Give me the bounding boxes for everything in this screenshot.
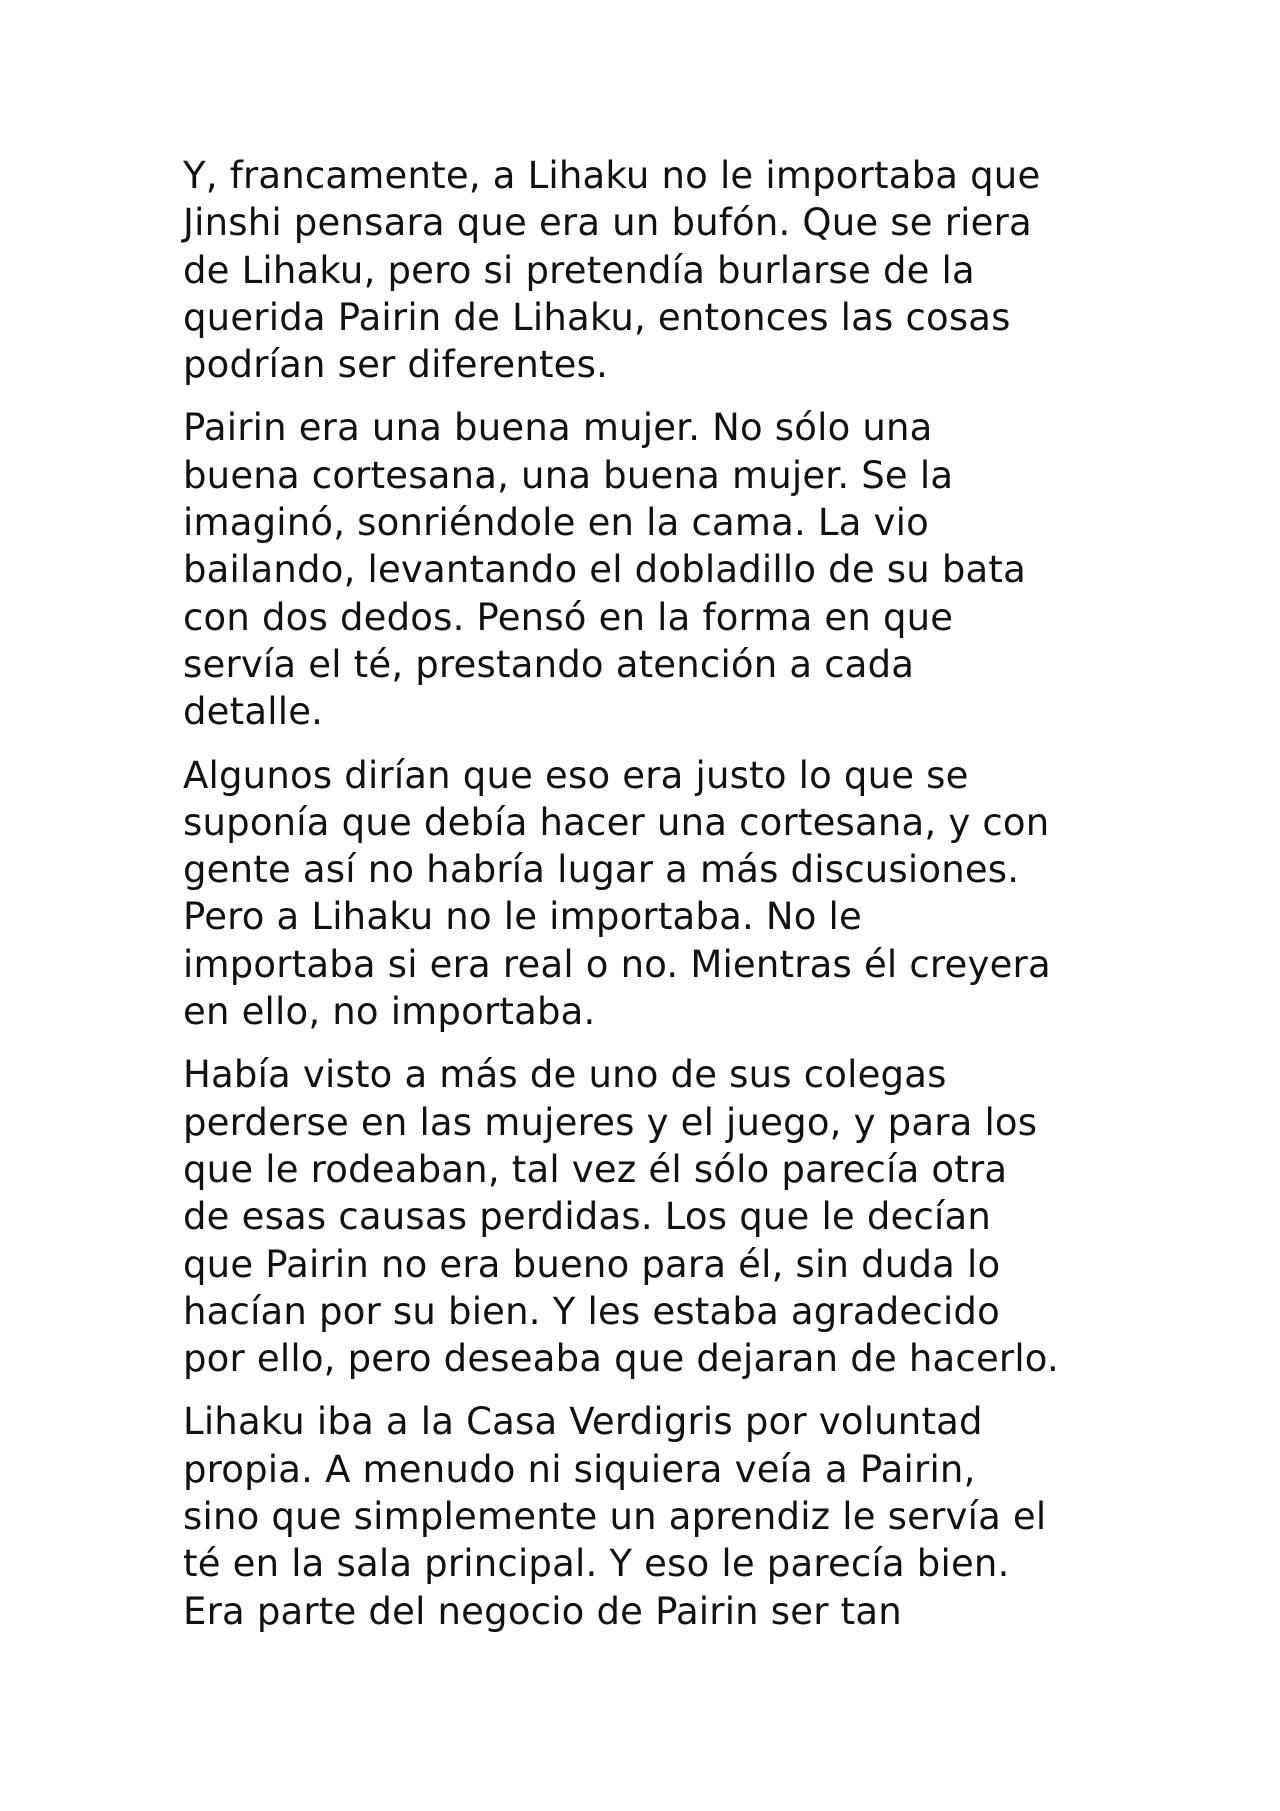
text-line: de esas causas perdidas. Los que le decían [183,1195,992,1239]
paragraph-2 [183,404,1123,735]
text-line: querida Pairin de Lihaku, entonces las cosas [183,295,1011,339]
paragraph-5 [183,1398,1123,1634]
text-line: té en la sala principal. Y eso le parecía bien. [183,1542,1010,1586]
text-line: podrían ser diferentes. [183,343,609,387]
text-line: Era parte del negocio de Pairin ser tan [183,1589,902,1633]
text-line: bailando, levantando el dobladillo de su bata [183,548,1026,592]
text-line: sino que simplemente un aprendiz le servía el [183,1495,1047,1539]
text-line: suponía que debía hacer una cortesana, y con [183,800,1050,844]
text-line: detalle. [183,690,324,734]
text-line: que le rodeaban, tal vez él sólo parecía otra [183,1147,1008,1191]
text-line: Lihaku iba a la Casa Verdigris por voluntad [183,1400,983,1444]
paragraph-3 [183,752,1123,1036]
text-line: en ello, no importaba. [183,990,596,1034]
paragraph-1 [183,152,1123,388]
text-line: Había visto a más de uno de sus colegas [183,1053,947,1097]
text-line: Pero a Lihaku no le importaba. No le [183,895,862,939]
text-line: que Pairin no era bueno para él, sin duda lo [183,1242,1001,1286]
text-line: Pairin era una buena mujer. No sólo una [183,406,933,450]
text-line: imaginó, sonriéndole en la cama. La vio [183,501,929,545]
text-line: servía el té, prestando atención a cada [183,642,915,686]
text-line: por ello, pero deseaba que dejaran de hacerlo. [183,1337,1059,1381]
text-line: hacían por su bien. Y les estaba agradecido [183,1289,1000,1333]
text-line: importaba si era real o no. Mientras él creyera [183,942,1051,986]
text-line: gente así no habría lugar a más discusiones. [183,848,1020,892]
text-line: Jinshi pensara que era un bufón. Que se riera [183,201,1032,245]
text-line: Algunos dirían que eso era justo lo que se [183,753,969,797]
text-line: perderse en las mujeres y el juego, y para los [183,1100,1038,1144]
text-line: con dos dedos. Pensó en la forma en que [183,595,954,639]
text-line: de Lihaku, pero si pretendía burlarse de la [183,248,975,292]
text-line: Y, francamente, a Lihaku no le importaba que [183,154,1041,197]
paragraph-4 [183,1051,1123,1382]
text-line: propia. A menudo ni siquiera veía a Pairin, [183,1447,976,1491]
text-line: buena cortesana, una buena mujer. Se la [183,453,954,497]
body-text [183,152,1123,1651]
